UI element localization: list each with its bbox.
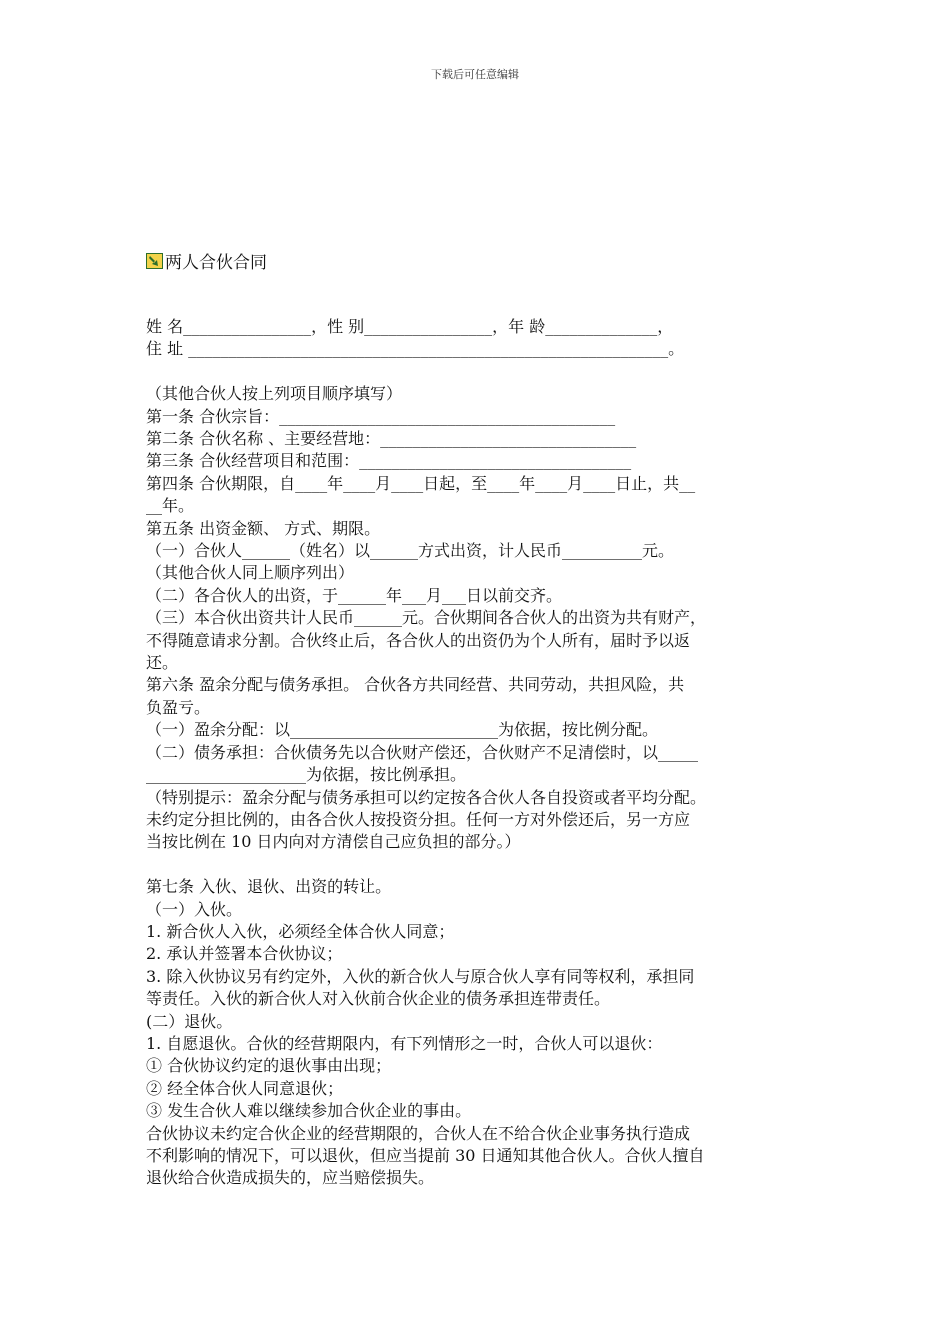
document-title-row	[146, 248, 267, 273]
blank-line	[146, 361, 810, 383]
contract-line: （其他合伙人按上列项目顺序填写）	[146, 384, 403, 404]
contract-line: ① 合伙协议约定的退伙事由出现；	[146, 1056, 392, 1076]
contract-line: （三）本合伙出资共计人民币______元。合伙期间各合伙人的出资为共有财产，	[146, 608, 707, 628]
contract-line: （二）各合伙人的出资，于______年___月___日以前交齐。	[146, 585, 563, 605]
contract-line: 2. 承认并签署本合伙协议；	[146, 944, 343, 964]
contract-line: 当按比例在 10 日内向对方清偿自己应负担的部分。）	[146, 832, 521, 852]
contract-line: 姓 名________________，性 别________________，年 龄______________，	[146, 317, 674, 336]
document-title: 两人合伙合同	[165, 253, 267, 273]
contract-line: 住 址 ____________________________________________________________。	[146, 339, 685, 359]
contract-line: 第四条 合伙期限，自____年____月____日起，至____年____月____日止，共__	[146, 473, 696, 493]
contract-line: 第六条 盈余分配与债务承担。 合伙各方共同经营、共同劳动，共担风险，共	[146, 675, 685, 695]
contract-line: 合伙协议未约定合伙企业的经营期限的，合伙人在不给合伙企业事务执行造成	[146, 1123, 691, 1143]
contract-line: __年。	[146, 496, 195, 516]
blank-line	[146, 854, 810, 876]
contract-line: 不得随意请求分割。合伙终止后，各合伙人的出资仍为个人所有，届时予以返	[146, 630, 691, 650]
contract-line: 第五条 出资金额、 方式、期限。	[146, 518, 381, 538]
contract-line: 等责任。入伙的新合伙人对入伙前合伙企业的债务承担连带责任。	[146, 989, 611, 1009]
contract-line: (二）退伙。	[146, 1011, 233, 1031]
contract-body	[146, 316, 810, 1190]
contract-line: ____________________为依据，按比例承担。	[146, 765, 467, 785]
contract-line: （一）入伙。	[146, 899, 243, 919]
contract-line: 第七条 入伙、退伙、出资的转让。	[146, 877, 392, 897]
contract-line: 还。	[146, 653, 179, 673]
contract-line: 退伙给合伙造成损失的，应当赔偿损失。	[146, 1168, 435, 1188]
contract-line: （其他合伙人同上顺序列出）	[146, 563, 355, 583]
document-arrow-icon	[146, 253, 163, 269]
contract-line: 负盈亏。	[146, 697, 211, 717]
contract-line: （二）债务承担：合伙债务先以合伙财产偿还，合伙财产不足清偿时，以_____	[146, 742, 699, 762]
contract-line: 第一条 合伙宗旨：__________________________________________	[146, 406, 616, 426]
contract-line: 未约定分担比例的，由各合伙人按投资分担。任何一方对外偿还后，另一方应	[146, 809, 691, 829]
contract-line: 1. 自愿退伙。合伙的经营期限内，有下列情形之一时，合伙人可以退伙：	[146, 1033, 663, 1053]
contract-line: 第三条 合伙经营项目和范围：__________________________________	[146, 451, 632, 471]
contract-line: （一）合伙人______（姓名）以______方式出资，计人民币__________元。	[146, 541, 675, 561]
contract-line: （特别提示：盈余分配与债务承担可以约定按各合伙人各自投资或者平均分配。	[146, 787, 707, 807]
contract-line: （一）盈余分配：以__________________________为依据，按比例分配。	[146, 720, 659, 740]
contract-line: ② 经全体合伙人同意退伙；	[146, 1078, 344, 1098]
contract-line: 3. 除入伙协议另有约定外，入伙的新合伙人与原合伙人享有同等权利，承担同	[146, 966, 695, 986]
contract-line: 1. 新合伙人入伙，必须经全体合伙人同意；	[146, 921, 455, 941]
contract-line: ③ 发生合伙人难以继续参加合伙企业的事由。	[146, 1101, 472, 1121]
contract-line: 第二条 合伙名称 、主要经营地：________________________________	[146, 429, 637, 449]
contract-line: 不利影响的情况下，可以退伙，但应当提前 30 日通知其他合伙人。合伙人擅自	[146, 1146, 705, 1165]
header-note: 下载后可任意编辑	[431, 68, 519, 81]
